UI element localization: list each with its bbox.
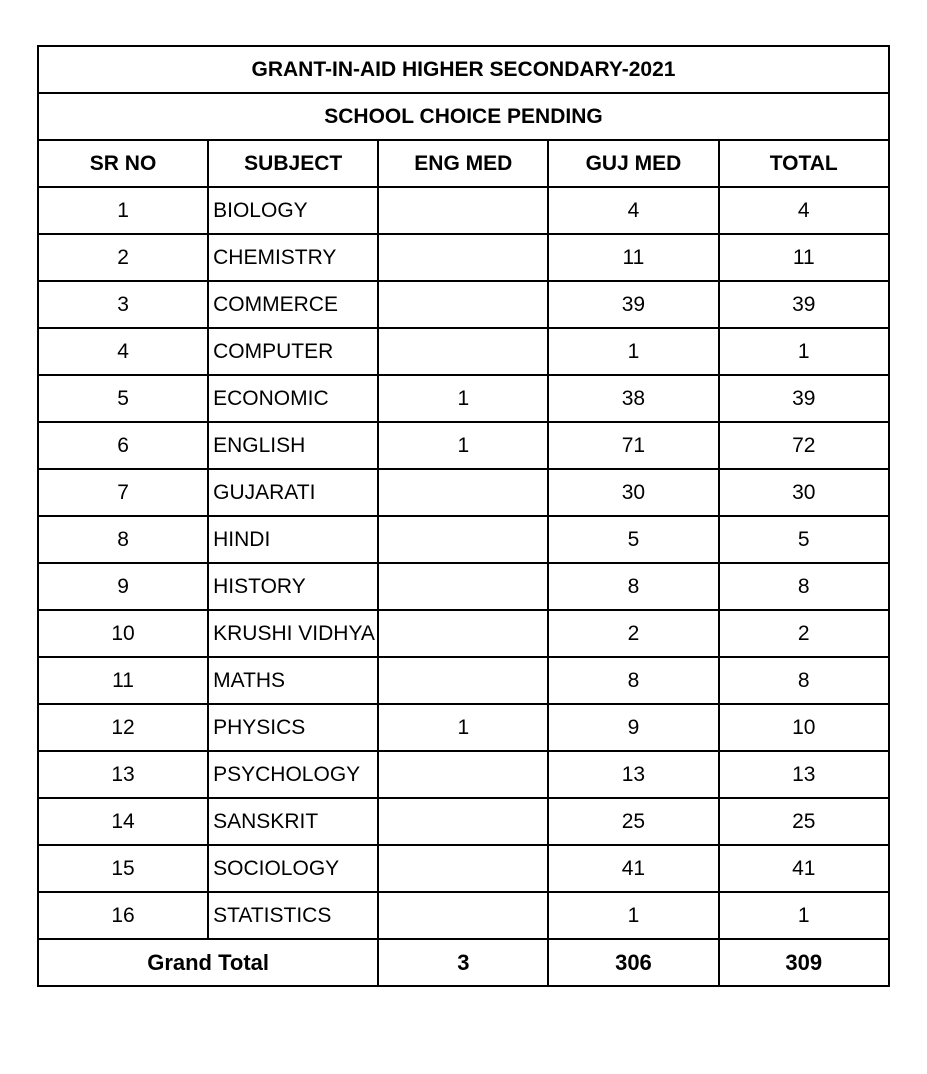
- cell-subject: COMMERCE: [208, 281, 378, 328]
- cell-subject: SOCIOLOGY: [208, 845, 378, 892]
- cell-sr-no: 13: [38, 751, 208, 798]
- cell-guj-med: 2: [548, 610, 718, 657]
- school-choice-pending-table: [37, 45, 890, 987]
- column-header-total: TOTAL: [719, 140, 890, 187]
- column-header-eng-med: ENG MED: [378, 140, 548, 187]
- cell-eng-med: [378, 563, 548, 610]
- table-row: [38, 798, 889, 845]
- cell-total: 25: [719, 798, 890, 845]
- report-sheet: [37, 45, 890, 987]
- cell-eng-med: [378, 281, 548, 328]
- cell-subject: HISTORY: [208, 563, 378, 610]
- table-row: [38, 892, 889, 939]
- cell-guj-med: 1: [548, 892, 718, 939]
- cell-subject: CHEMISTRY: [208, 234, 378, 281]
- cell-sr-no: 12: [38, 704, 208, 751]
- table-row: [38, 657, 889, 704]
- cell-subject: PSYCHOLOGY: [208, 751, 378, 798]
- cell-sr-no: 16: [38, 892, 208, 939]
- cell-sr-no: 7: [38, 469, 208, 516]
- table-row: [38, 845, 889, 892]
- table-row: [38, 375, 889, 422]
- table-row: [38, 422, 889, 469]
- cell-subject: ECONOMIC: [208, 375, 378, 422]
- cell-sr-no: 11: [38, 657, 208, 704]
- cell-guj-med: 5: [548, 516, 718, 563]
- cell-eng-med: 1: [378, 375, 548, 422]
- table-body: [38, 46, 889, 986]
- table-row: [38, 704, 889, 751]
- cell-subject: STATISTICS: [208, 892, 378, 939]
- cell-sr-no: 5: [38, 375, 208, 422]
- table-row: [38, 281, 889, 328]
- cell-eng-med: [378, 234, 548, 281]
- cell-eng-med: [378, 328, 548, 375]
- table-row: [38, 328, 889, 375]
- cell-subject: BIOLOGY: [208, 187, 378, 234]
- cell-eng-med: [378, 469, 548, 516]
- cell-total: 8: [719, 563, 890, 610]
- cell-sr-no: 6: [38, 422, 208, 469]
- title-row-2: [38, 93, 889, 140]
- table-row: [38, 469, 889, 516]
- column-header-guj-med: GUJ MED: [548, 140, 718, 187]
- grand-total-total: 309: [719, 939, 890, 986]
- cell-total: 39: [719, 375, 890, 422]
- cell-sr-no: 3: [38, 281, 208, 328]
- cell-total: 10: [719, 704, 890, 751]
- cell-guj-med: 38: [548, 375, 718, 422]
- cell-total: 30: [719, 469, 890, 516]
- cell-sr-no: 4: [38, 328, 208, 375]
- cell-guj-med: 8: [548, 563, 718, 610]
- cell-guj-med: 13: [548, 751, 718, 798]
- cell-guj-med: 11: [548, 234, 718, 281]
- cell-sr-no: 9: [38, 563, 208, 610]
- cell-guj-med: 8: [548, 657, 718, 704]
- cell-eng-med: 1: [378, 422, 548, 469]
- cell-subject: SANSKRIT: [208, 798, 378, 845]
- cell-subject: MATHS: [208, 657, 378, 704]
- cell-sr-no: 14: [38, 798, 208, 845]
- cell-eng-med: [378, 516, 548, 563]
- table-row: [38, 516, 889, 563]
- cell-sr-no: 10: [38, 610, 208, 657]
- cell-sr-no: 15: [38, 845, 208, 892]
- cell-sr-no: 1: [38, 187, 208, 234]
- cell-sr-no: 2: [38, 234, 208, 281]
- grand-total-eng-med: 3: [378, 939, 548, 986]
- grand-total-row: [38, 939, 889, 986]
- title-row-1: [38, 46, 889, 93]
- report-title: GRANT-IN-AID HIGHER SECONDARY-2021: [38, 46, 889, 93]
- table-row: [38, 234, 889, 281]
- cell-guj-med: 39: [548, 281, 718, 328]
- grand-total-guj-med: 306: [548, 939, 718, 986]
- cell-total: 2: [719, 610, 890, 657]
- grand-total-label: Grand Total: [38, 939, 378, 986]
- table-row: [38, 751, 889, 798]
- cell-guj-med: 1: [548, 328, 718, 375]
- cell-total: 41: [719, 845, 890, 892]
- header-row: [38, 140, 889, 187]
- cell-total: 72: [719, 422, 890, 469]
- table-row: [38, 563, 889, 610]
- cell-sr-no: 8: [38, 516, 208, 563]
- cell-subject: KRUSHI VIDHYA: [208, 610, 378, 657]
- cell-eng-med: 1: [378, 704, 548, 751]
- cell-subject: GUJARATI: [208, 469, 378, 516]
- report-subtitle: SCHOOL CHOICE PENDING: [38, 93, 889, 140]
- cell-guj-med: 41: [548, 845, 718, 892]
- table-row: [38, 610, 889, 657]
- cell-eng-med: [378, 892, 548, 939]
- cell-total: 4: [719, 187, 890, 234]
- cell-guj-med: 4: [548, 187, 718, 234]
- cell-eng-med: [378, 610, 548, 657]
- cell-total: 39: [719, 281, 890, 328]
- cell-total: 1: [719, 892, 890, 939]
- cell-eng-med: [378, 751, 548, 798]
- column-header-sr-no: SR NO: [38, 140, 208, 187]
- cell-subject: ENGLISH: [208, 422, 378, 469]
- cell-eng-med: [378, 657, 548, 704]
- cell-subject: PHYSICS: [208, 704, 378, 751]
- cell-total: 11: [719, 234, 890, 281]
- cell-eng-med: [378, 845, 548, 892]
- cell-guj-med: 71: [548, 422, 718, 469]
- cell-total: 1: [719, 328, 890, 375]
- cell-guj-med: 9: [548, 704, 718, 751]
- cell-subject: COMPUTER: [208, 328, 378, 375]
- cell-eng-med: [378, 187, 548, 234]
- cell-total: 8: [719, 657, 890, 704]
- cell-guj-med: 25: [548, 798, 718, 845]
- cell-eng-med: [378, 798, 548, 845]
- cell-total: 5: [719, 516, 890, 563]
- cell-guj-med: 30: [548, 469, 718, 516]
- column-header-subject: SUBJECT: [208, 140, 378, 187]
- table-row: [38, 187, 889, 234]
- cell-subject: HINDI: [208, 516, 378, 563]
- cell-total: 13: [719, 751, 890, 798]
